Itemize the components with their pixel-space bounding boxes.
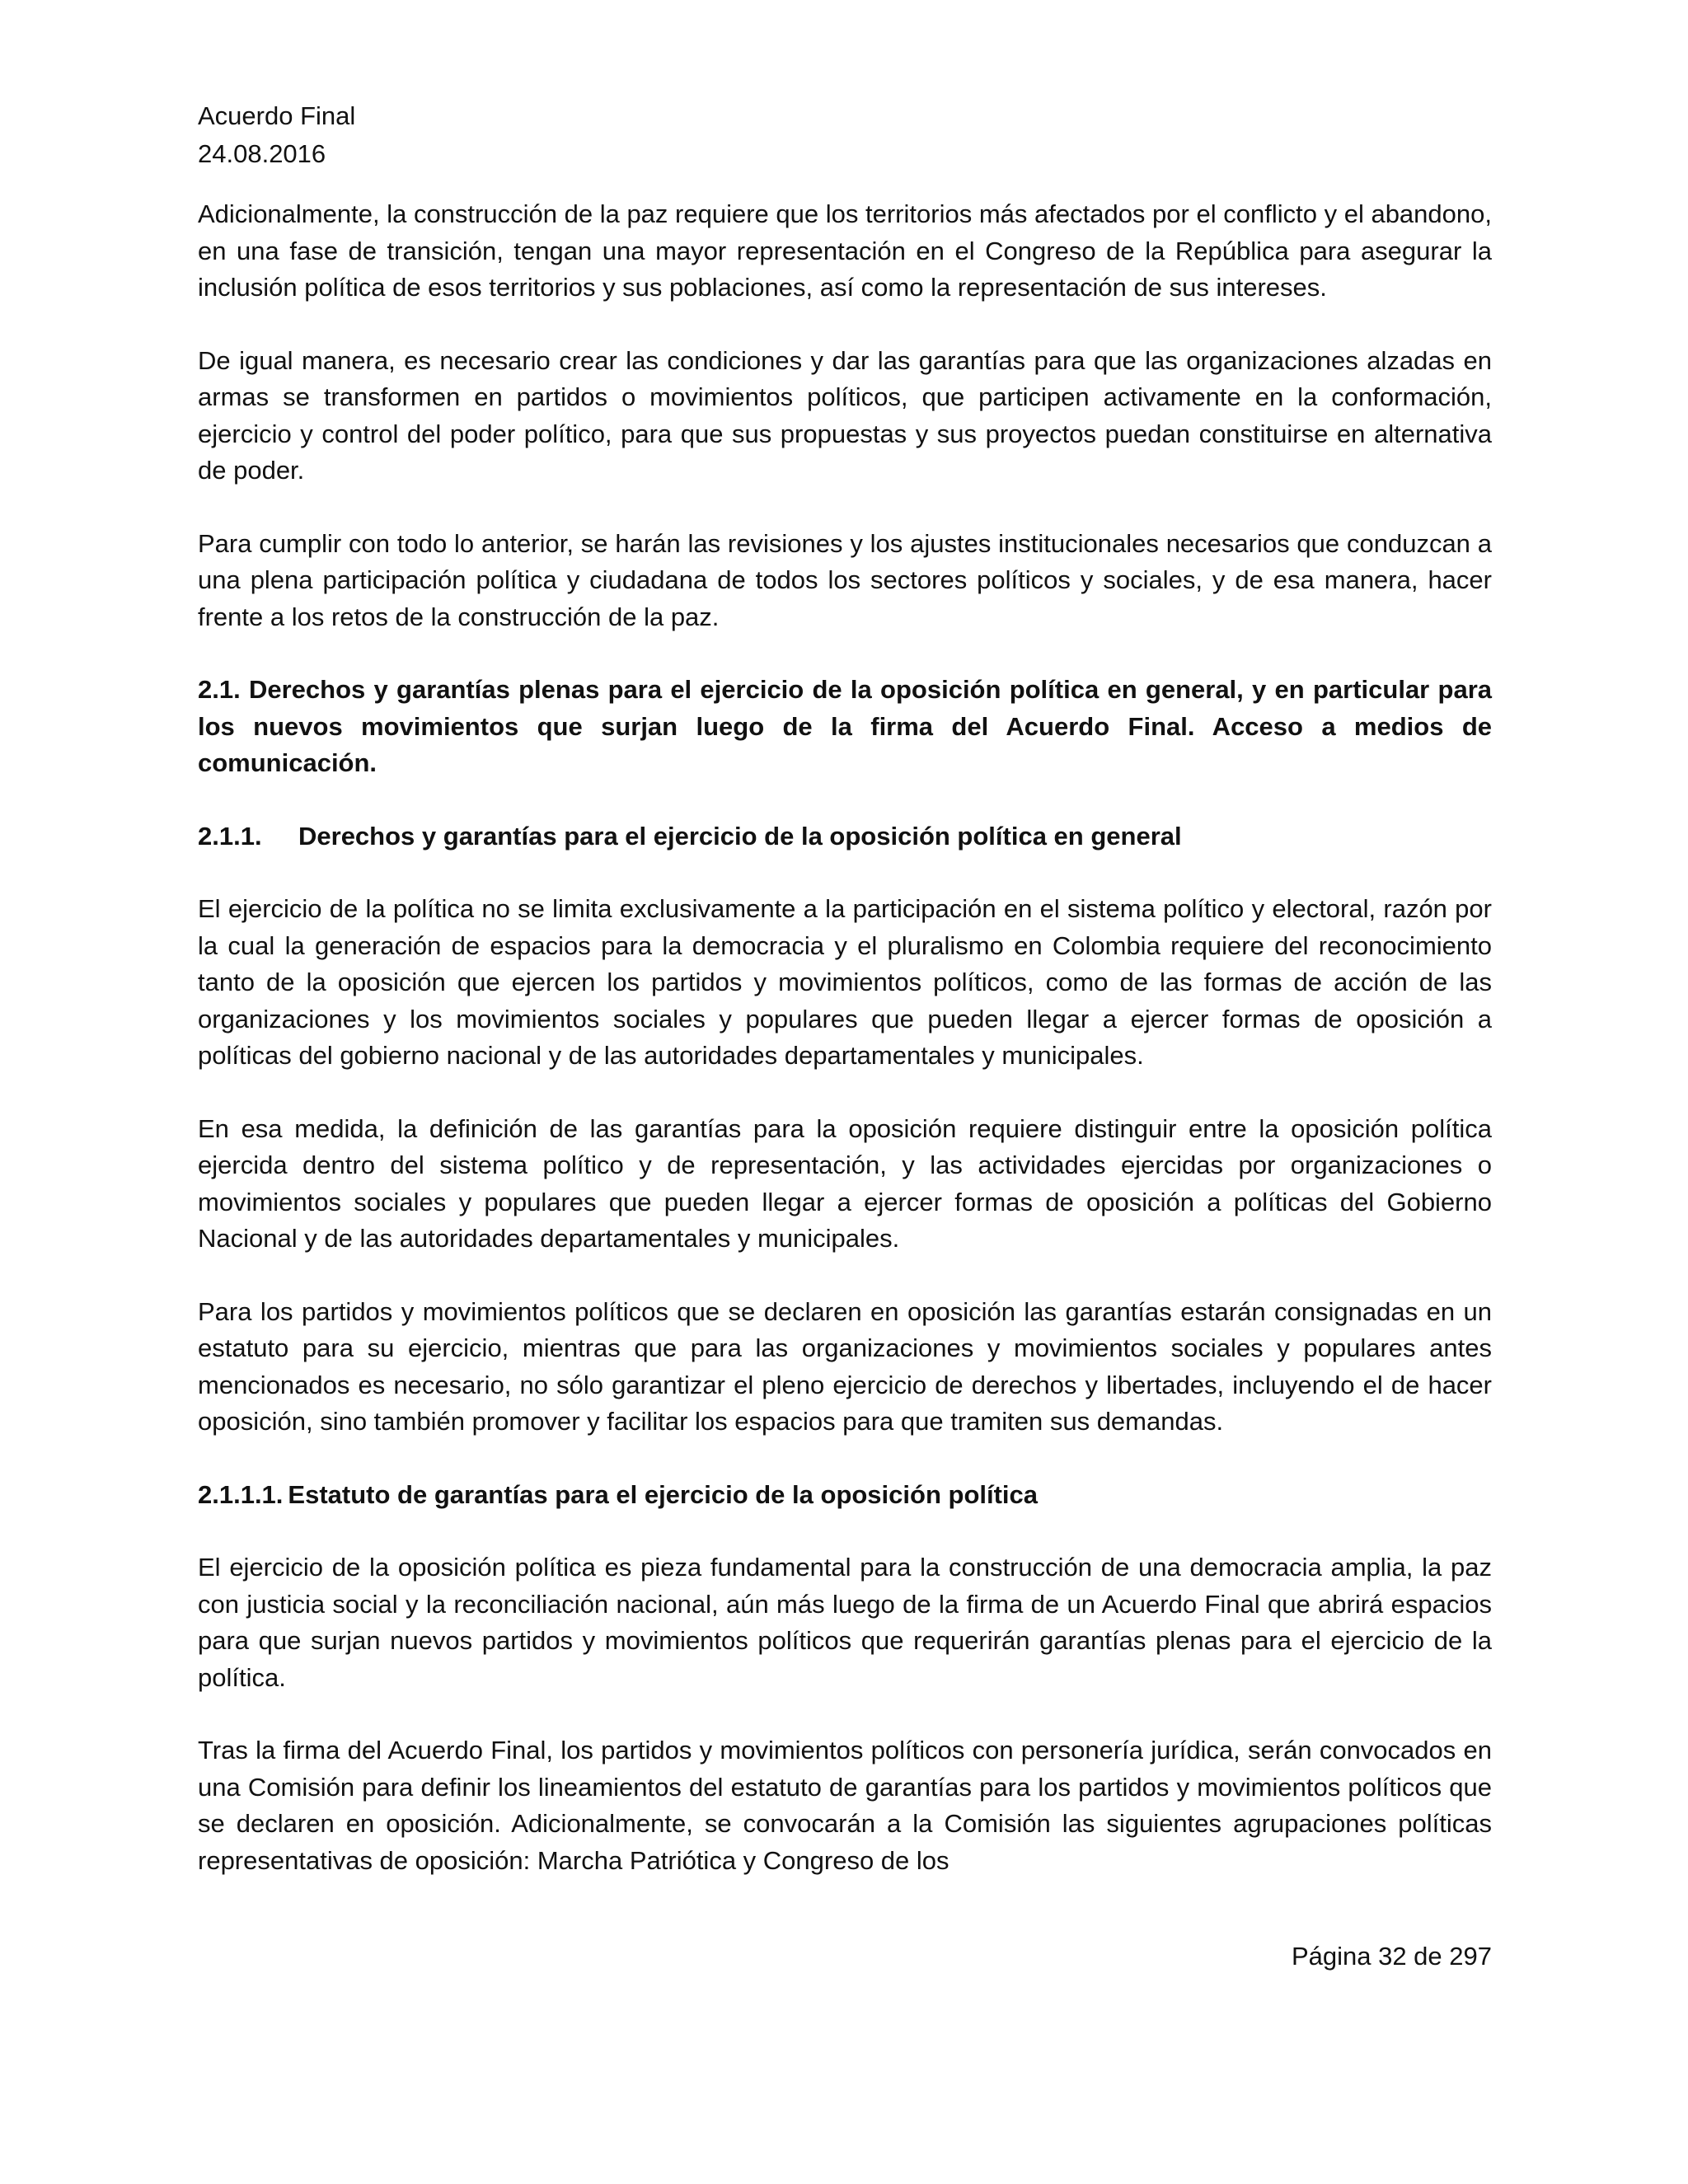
paragraph-8: Tras la firma del Acuerdo Final, los partidos y movimientos políticos con personería jurídica, serán convocados en una Comisión para definir los lineamientos del estatuto de garantías para los partidos y movimientos políticos que se declaren en oposición. Adicionalmente, se convocarán a la Comisión las siguientes agrupaciones políticas representativas de oposición: Marcha Patriótica y Congreso de los: [198, 1736, 1492, 1875]
paragraph-4: El ejercicio de la política no se limita exclusivamente a la participación en el sistema político y electoral, razón por la cual la generación de espacios para la democracia y el pluralismo en Colombia requiere del reconocimiento tanto de la oposición que ejercen los partidos y movimientos políticos, como de las formas de acción de las organizaciones y los movimientos sociales y populares que pueden llegar a ejercer formas de oposición a políticas del gobierno nacional y de las autoridades departamentales y municipales.: [198, 894, 1492, 1070]
paragraph-7: El ejercicio de la oposición política es pieza fundamental para la construcción de una democracia amplia, la paz con justicia social y la reconciliación nacional, aún más luego de la firma de un Acuerdo Final que abrirá espacios para que surjan nuevos partidos y movimientos políticos que requerirán garantías plenas para el ejercicio de la política.: [198, 1553, 1492, 1692]
section-title: Estatuto de garantías para el ejercicio de la oposición política: [288, 1479, 1039, 1509]
paragraph-2: De igual manera, es necesario crear las condiciones y dar las garantías para que las organizaciones alzadas en armas se transformen en partidos o movimientos políticos, que participen activamente en la conformación, ejercicio y control del poder político, para que sus propuestas y sus proyectos puedan constituirse en alternativa de poder.: [198, 345, 1492, 485]
paragraph-6: Para los partidos y movimientos políticos que se declaren en oposición las garantías estarán consignadas en un estatuto para su ejercicio, mientras que para las organizaciones y movimientos sociales y populares antes mencionados es necesario, no sólo garantizar el pleno ejercicio de derechos y libertades, incluyendo el de hacer oposición, sino también promover y facilitar los espacios para que tramiten sus demandas.: [198, 1296, 1492, 1436]
section-number: 2.1.1.: [198, 821, 262, 851]
section-heading-2-1: 2.1. Derechos y garantías plenas para el ejercicio de la oposición política en general, y en particular para los nuevos movimientos que surjan luego de la firma del Acuerdo Final. Acceso a medios de comunicación.: [198, 675, 1492, 777]
page-header: [198, 97, 355, 173]
page-number: Página 32 de 297: [1291, 1942, 1492, 1971]
section-heading-2-1-1-1: [198, 1477, 1492, 1514]
paragraph-3: Para cumplir con todo lo anterior, se harán las revisiones y los ajustes institucionales necesarios que conduzcan a una plena participación política y ciudadana de todos los sectores políticos y sociales, y de esa manera, hacer frente a los retos de la construcción de la paz.: [198, 528, 1492, 631]
paragraph-1: Adicionalmente, la construcción de la paz requiere que los territorios más afectados por el conflicto y el abandono, en una fase de transición, tengan una mayor representación en el Congreso de la República para asegurar la inclusión política de esos territorios y sus poblaciones, así como la representación de sus intereses.: [198, 199, 1492, 302]
document-title: Acuerdo Final: [198, 101, 356, 130]
document-date: 24.08.2016: [198, 139, 326, 168]
section-number: 2.1.1.1.: [198, 1479, 284, 1509]
section-title: Derechos y garantías para el ejercicio de la oposición política en general: [298, 821, 1182, 851]
document-body: [198, 196, 1492, 1915]
section-heading-2-1-1: [198, 818, 1492, 855]
paragraph-5: En esa medida, la definición de las garantías para la oposición requiere distinguir entre la oposición política ejercida dentro del sistema político y de representación, y las actividades ejercidas por organizaciones o movimientos sociales y populares que pueden llegar a ejercer formas de oposición a políticas del Gobierno Nacional y de las autoridades departamentales y municipales.: [198, 1113, 1492, 1253]
